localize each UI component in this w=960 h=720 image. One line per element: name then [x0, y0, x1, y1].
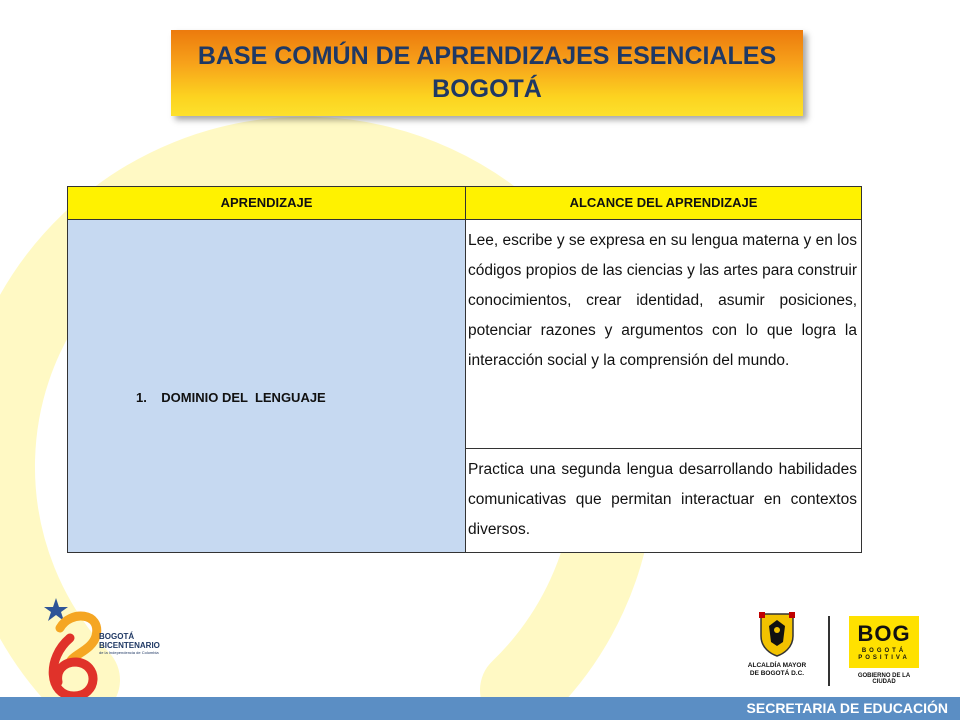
header-alcance: ALCANCE DEL APRENDIZAJE	[569, 195, 758, 210]
alcaldia-logo	[735, 612, 819, 686]
bog-word: BOG	[857, 621, 911, 646]
title-banner	[171, 30, 803, 116]
bog-line-2: POSITIVA	[858, 655, 910, 661]
bog-yellow-box	[849, 616, 919, 668]
alcaldia-line-2: DE BOGOTÁ D.C.	[749, 670, 805, 677]
learning-cell	[68, 220, 466, 552]
alcaldia-line-1: ALCALDÍA MAYOR	[747, 662, 807, 669]
bog-sub-text	[849, 648, 919, 662]
footer-text: SECRETARIA DE EDUCACIÓN	[746, 700, 948, 716]
coat-of-arms-icon	[757, 612, 797, 658]
bicentenario-line-3: de la Independencia de Colombia	[99, 650, 159, 655]
bog-line-1: BOGOTÁ	[861, 648, 907, 654]
logo-separator	[828, 616, 830, 686]
header-aprendizaje: APRENDIZAJE	[68, 187, 466, 219]
title-line-2: BOGOTÁ	[432, 75, 542, 103]
bicentenario-line-1: BOGOTÁ	[99, 632, 135, 641]
title-line-1: BASE COMÚN DE APRENDIZAJES ESENCIALES	[197, 42, 777, 70]
learning-label: 1. DOMINIO DEL LENGUAJE	[136, 390, 326, 405]
footer-bar	[0, 697, 960, 720]
table-header-row	[68, 187, 861, 220]
bicentenario-line-2: BICENTENARIO	[99, 641, 160, 650]
scope-cell-2: Practica una segunda lengua desarrollando habilidades comunicativas que permitan interactuar en contextos diversos.	[466, 449, 861, 552]
gobierno-text: GOBIERNO DE LA CIUDAD	[857, 673, 911, 685]
bicentenario-text	[99, 632, 160, 656]
bogota-positiva-logo	[848, 616, 920, 686]
scope-cell-1: Lee, escribe y se expresa en su lengua materna y en los códigos propios de las ciencias y las artes para construir conocimientos, crear identidad, asumir posiciones, potenciar razones y argumentos con lo que logra la interacción social y la comprensión del mundo.	[466, 220, 861, 449]
learning-table	[67, 186, 862, 553]
